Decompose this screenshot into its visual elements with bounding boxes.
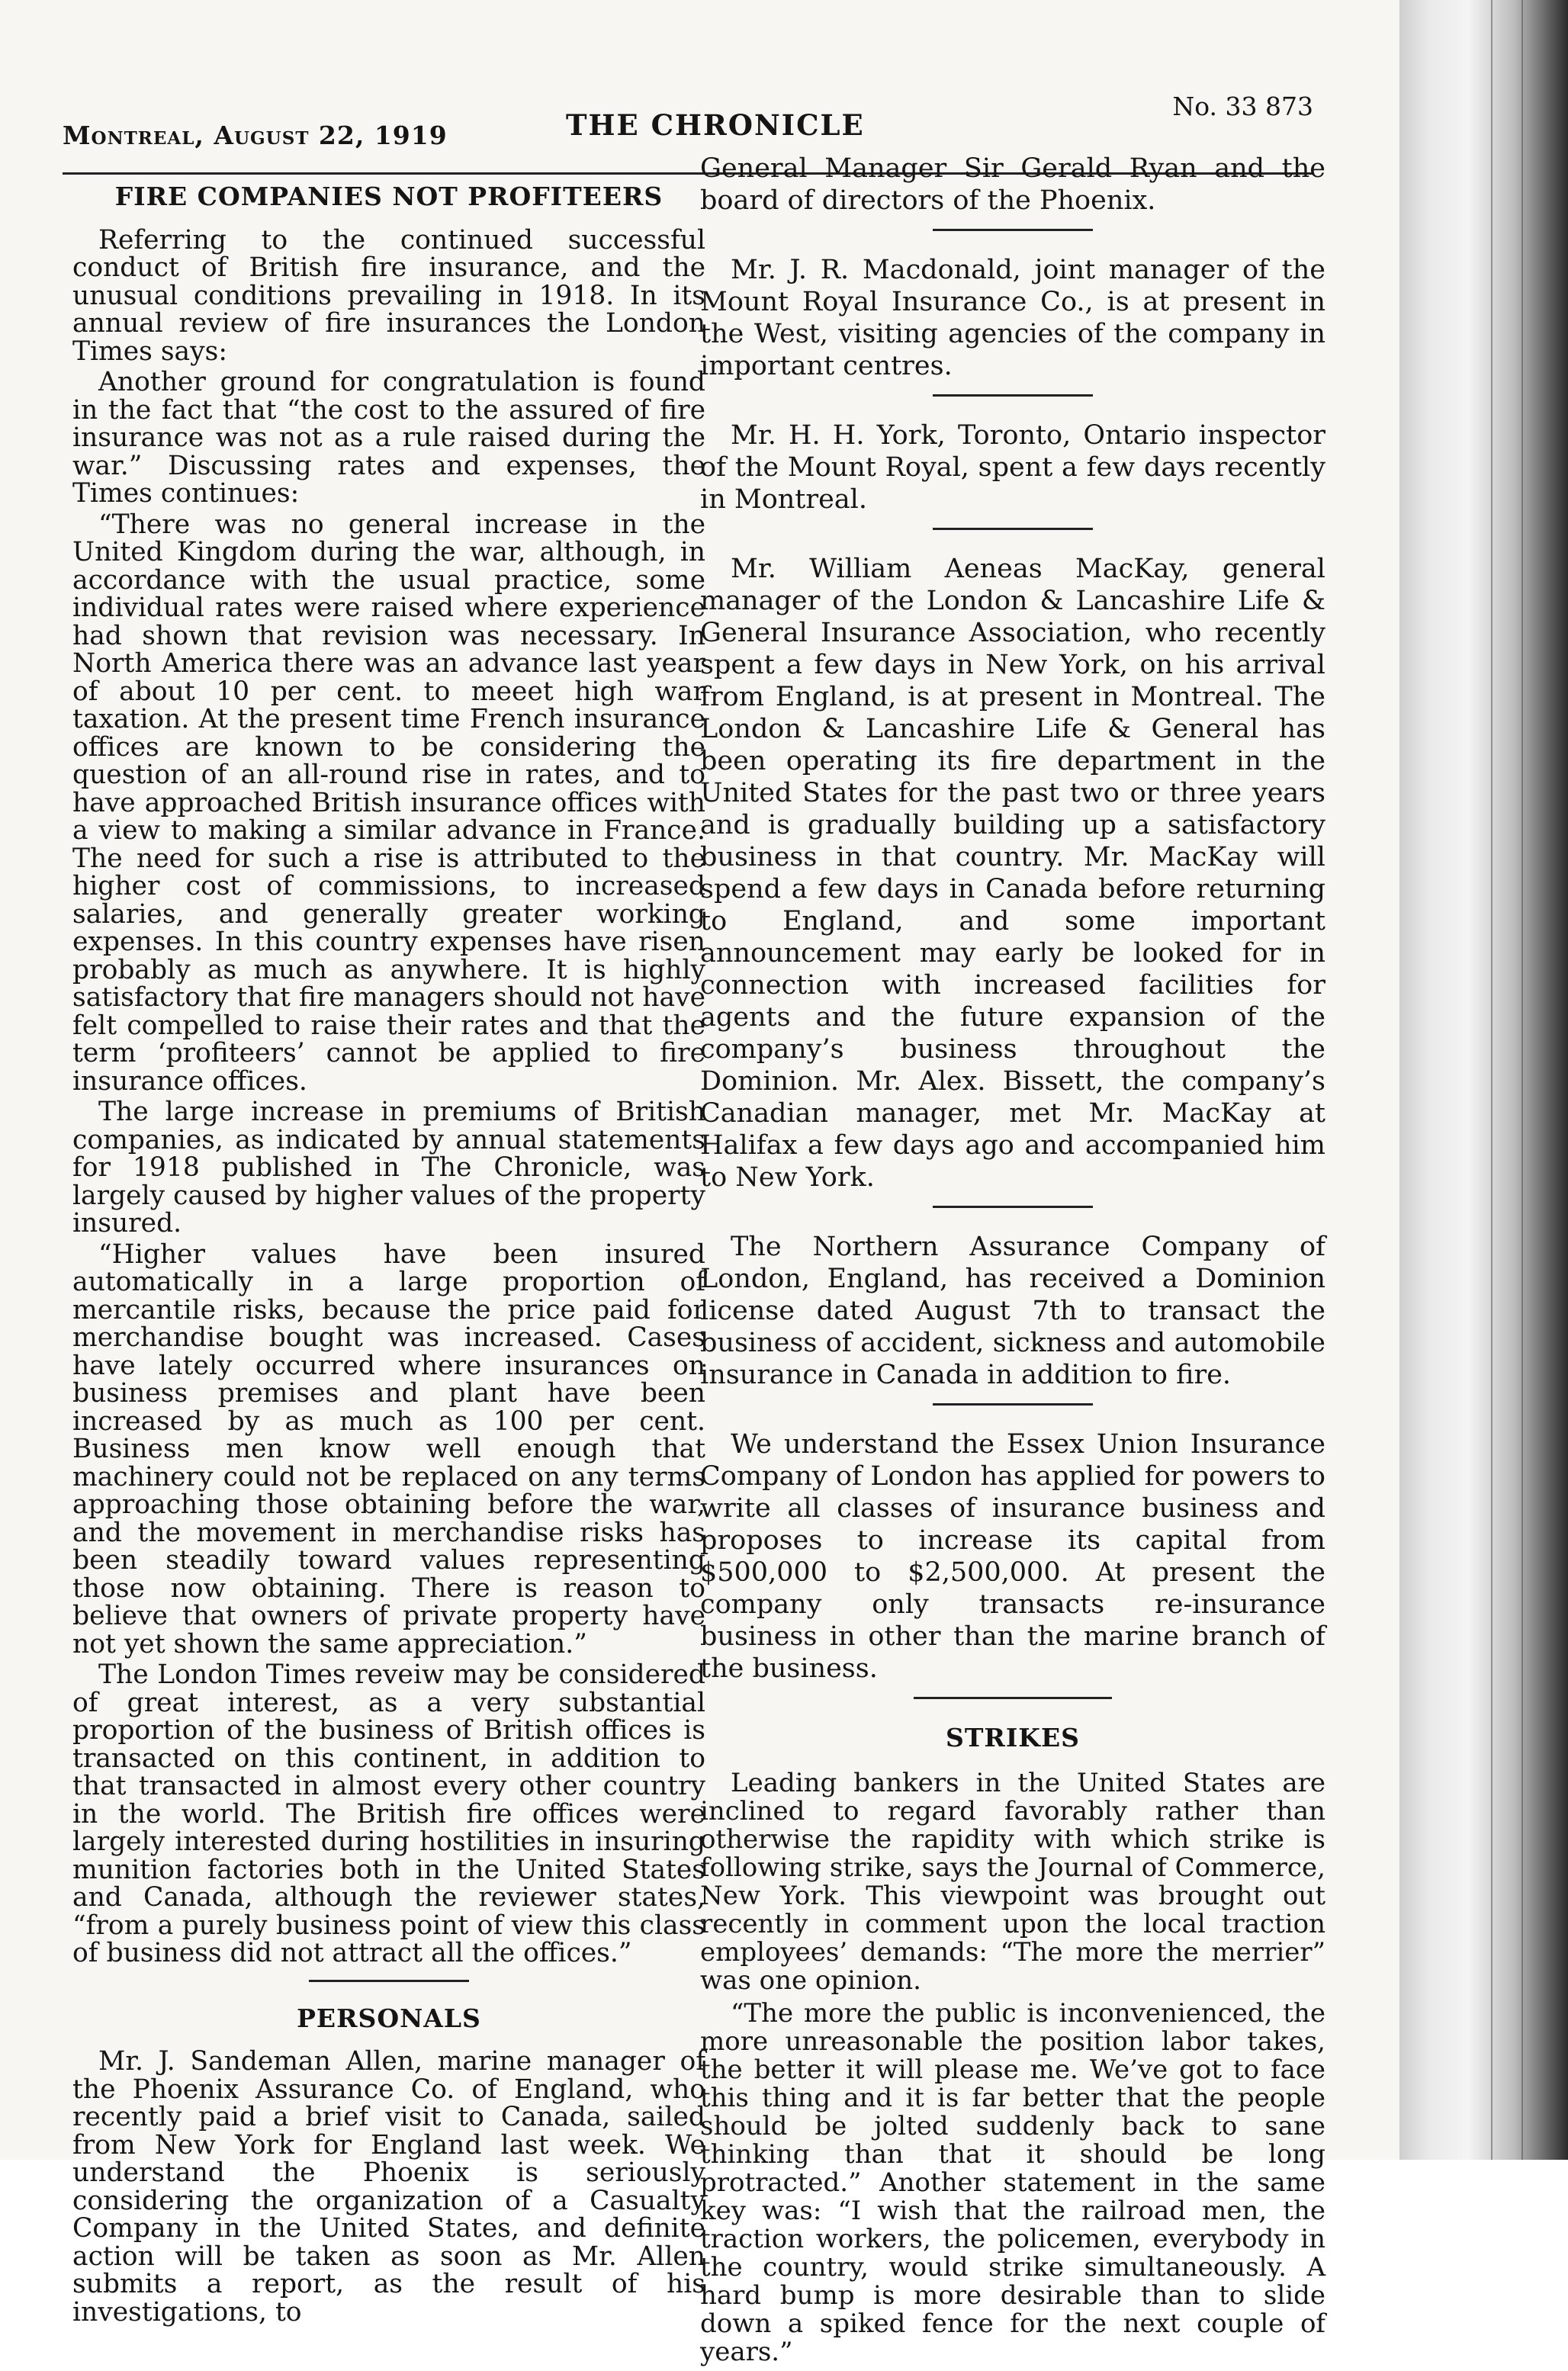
essex-item: We understand the Essex Union Insurance Company of London has applied for powers to write all classes of insurance business and proposes to increase its capital from $500,000 to $2,500,000. At present the company only transacts re-insurance business in other than the marine branch of the business. — [700, 1429, 1325, 1684]
fire-paragraph: Referring to the continued successful conduct of British fire insurance, and the unusual conditions prevailing in 1918. In its annual review of fire insurances the London Times says: — [72, 224, 705, 367]
item-divider — [933, 1403, 1093, 1406]
personals-paragraph: Mr. J. Sandeman Allen, marine manager of the Phoenix Assurance Co. of England, who recently paid a brief visit to Canada, sailed from New York for England last week. We understand the Phoenix is seriously considering the organization of a Casualty Company in the United States, and definite action will be taken as soon as Mr. Allen submits a report, as the result of his investigations, to — [72, 2046, 705, 2328]
section-divider — [309, 1980, 469, 1982]
fire-paragraph: Another ground for congratulation is found in the fact that “the cost to the assured of fire insurance was not as a rule raised during the war.” Discussing rates and expenses, the Times continues: — [72, 367, 705, 509]
binding-line — [1521, 0, 1523, 2160]
macdonald-item: Mr. J. R. Macdonald, joint manager of the Mount Royal Insurance Co., is at present in the West, visiting agencies of the company in important centres. — [700, 255, 1325, 381]
masthead-title: THE CHRONICLE — [566, 108, 865, 142]
item-divider — [933, 1206, 1093, 1208]
item-divider — [933, 528, 1093, 530]
page-header — [63, 92, 1313, 153]
binding-line — [1491, 0, 1492, 2160]
continued-paragraph: General Manager Sir Gerald Ryan and the board of directors of the Phoenix. — [700, 153, 1325, 216]
fire-paragraph: “Higher values have been insured automatically in a large proportion of mercantile risks, because the price paid for merchandise bought was increased. Cases have lately occurred where insurances on business premises and plant have been increased by as much as 100 per cent. Business men know well enough that machinery could not be replaced on any terms approaching those obtaining before the war, and the movement in merchandise risks has been steadily toward values representing those now obtaining. There is reason to believe that owners of private property have not yet shown the same appreciation.” — [72, 1239, 705, 1659]
northern-item: The Northern Assurance Company of London, England, has received a Dominion license dated August 7th to transact the business of accident, sickness and automobile insurance in Canada in addition to fire. — [700, 1232, 1325, 1390]
strikes-paragraph: “The more the public is inconvenienced, the more unreasonable the position labor takes, the better it will please me. We’ve got to face this thing and it is far better that the people should be jolted suddenly back to sane thinking than that it should be long protracted.” Another statement in the same key was: “I wish that the railroad men, the traction workers, the policemen, everybody in the country, would strike simultaneously. A hard bump is more desirable than to slide down a spiked fence for the next couple of years.” — [700, 1998, 1325, 2367]
fire-paragraph: The large increase in premiums of British companies, as indicated by annual statements for 1918 published in The Chronicle, was largely caused by higher values of the property insured. — [72, 1097, 705, 1239]
strikes-article — [700, 1769, 1325, 2366]
strikes-heading: STRIKES — [946, 1723, 1080, 1753]
fire-paragraph: “There was no general increase in the United Kingdom during the war, although, in accordance with the usual practice, some individual rates were raised where experience had shown that revision was necessary. In North America there was an advance last year of about 10 per cent. to meeet high war taxation. At the present time French insurance offices are known to be considering the question of an all-round rise in rates, and to have approached British insurance offices with a view to making a similar advance in France. The need for such a rise is attributed to the higher cost of commissions, to increased salaries, and generally greater working expenses. In this country expenses have risen probably as much as anywhere. It is highly satisfactory that fire managers should not have felt compelled to raise their rates and that the term ‘profiteers’ cannot be applied to fire insurance offices. — [72, 509, 705, 1097]
item-divider — [933, 394, 1093, 397]
fire-paragraph: The London Times reveiw may be considered of great interest, as a very substantial proportion of the business of British offices is transacted on this continent, in addition to that transacted in almost every other country in the world. The British fire offices were largely interested during hostilities in insuring munition factories both in the United States and Canada, although the reviewer states, “from a purely business point of view this class of business did not attract all the offices.” — [72, 1659, 705, 1968]
book-binding-edge — [1399, 0, 1568, 2160]
issue-page-number: No. 33 873 — [1172, 92, 1313, 121]
left-column — [72, 172, 705, 2329]
item-divider — [933, 229, 1093, 231]
personals-heading: PERSONALS — [297, 2003, 481, 2033]
fire-heading: FIRE COMPANIES NOT PROFITEERS — [114, 182, 664, 211]
right-column — [700, 153, 1325, 2371]
mackay-item: Mr. William Aeneas MacKay, general manager of the London & Lancashire Life & General Insurance Association, who recently spent a few days in New York, on his arrival from England, is at present in Montreal. The London & Lancashire Life & General has been operating its fire department in the United States for the past two or three years and is gradually building up a satisfactory business in that country. Mr. MacKay will spend a few days in Canada before returning to England, and some important announcement may early be looked for in connection with increased facilities for agents and the future expansion of the company’s business throughout the Dominion. Mr. Alex. Bissett, the company’s Canadian manager, met Mr. MacKay at Halifax a few days ago and accompanied him to New York. — [700, 554, 1325, 1193]
york-item: Mr. H. H. York, Toronto, Ontario inspector of the Mount Royal, spent a few days recently in Montreal. — [700, 420, 1325, 515]
strikes-paragraph: Leading bankers in the United States are inclined to regard favorably rather than otherwise the rapidity with which strike is following strike, says the Journal of Commerce, New York. This viewpoint was brought out recently in comment upon the local traction employees’ demands: “The more the merrier” was one opinion. — [700, 1768, 1325, 1996]
dateline: Montreal, August 22, 1919 — [63, 120, 448, 150]
section-divider — [914, 1697, 1112, 1699]
